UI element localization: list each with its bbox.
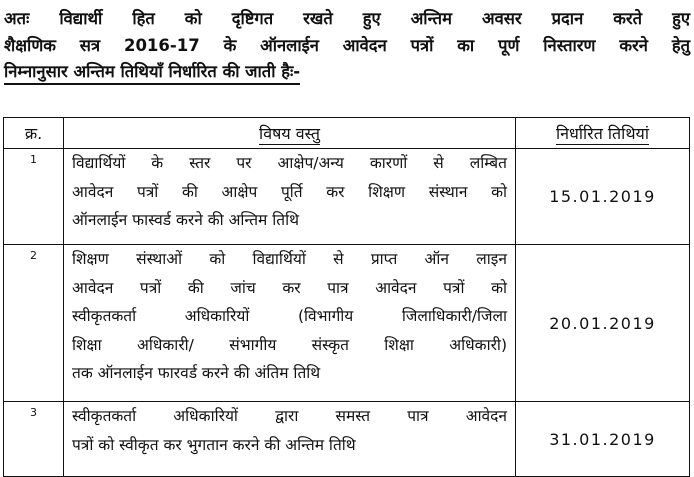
row-subject [64,149,516,245]
row-date: 31.01.2019 [516,402,690,477]
intro-line-1: अतः विद्यार्थी हित को दृष्टिगत रखते हुए अन्तिम अवसर प्रदान करते हुए [4,9,690,28]
subject-line: शिक्षण संस्थाओं को विद्यार्थियों से प्राप्त ऑन लाइन [72,250,507,268]
subject-line: शिक्षा अधिकारी/ संभागीय संस्कृत शिक्षा अधिकारी) [72,335,507,354]
subject-line: आवेदन पत्रों की जांच कर पात्र आवेदन पत्रों को [72,278,507,297]
row-serial: 1 [4,149,64,245]
subject-line: तक ऑनलाईन फारवर्ड करने की अंतिम तिथि [72,364,321,382]
subject-line: पत्रों को स्वीकृत कर भुगतान करने की अन्तिम तिथि [72,435,356,454]
subject-line: स्वीकृतकर्ता अधिकारियों (विभागीय जिलाधिकारी/जिला [72,307,507,325]
intro-paragraph [4,6,690,85]
subject-line: विद्यार्थियों के स्तर पर आक्षेप/अन्य कारणों से लम्बित [72,154,507,172]
row-serial: 3 [4,402,64,477]
schedule-table [3,117,690,477]
table-header-row [4,118,690,149]
intro-line-2: शैक्षणिक सत्र 2016-17 के ऑनलाईन आवेदन पत्रों का पूर्ण निस्तारण करने हेतु [4,36,690,55]
subject-line: स्वीकृतकर्ता अधिकारियों द्वारा समस्त पात्र आवेदन [72,407,507,425]
row-date: 20.01.2019 [516,245,690,402]
intro-line-3: निम्नानुसार अन्तिम तिथियाँ निर्धारित की जाती हैः- [4,60,300,85]
subject-line: ऑनलाईन फास्वर्ड करने की अन्तिम तिथि [72,211,300,229]
row-subject [64,245,516,402]
table-row [4,402,690,477]
table-row [4,149,690,245]
row-date: 15.01.2019 [516,149,690,245]
row-subject [64,402,516,477]
header-serial: क्र. [4,118,64,149]
header-subject: विषय वस्तु [64,118,516,149]
subject-line: आवेदन पत्रों की आक्षेप पूर्ति कर शिक्षण संस्थान को [72,182,507,201]
row-serial: 2 [4,245,64,402]
table-row [4,245,690,402]
header-date: निर्धारित तिथियां [516,118,690,149]
